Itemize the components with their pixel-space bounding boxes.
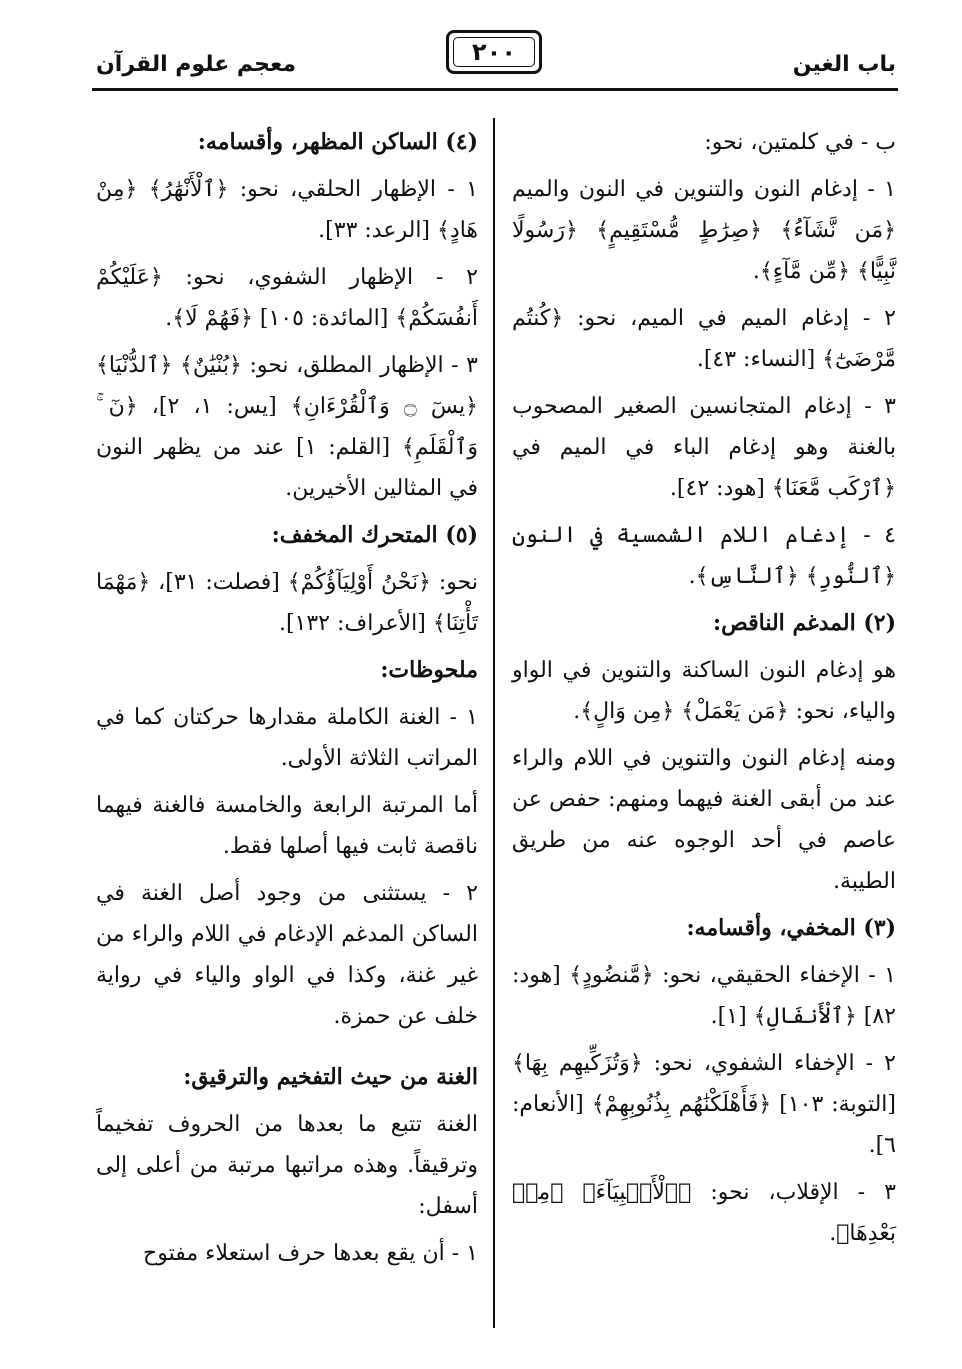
- paragraph: نحو: ﴿نَحْنُ أَوْلِيَآؤُكُمْ﴾ [فصلت: ٣١]، ﴿مَهْمَا تَأْتِنَا﴾ [الأعراف: ١٣٢].: [96, 570, 478, 636]
- paragraph: هو إدغام النون الساكنة والتنوين في الواو والياء، نحو: ﴿مَن يَعْمَلْ﴾ ﴿مِن وَالٍ﴾.: [512, 658, 896, 724]
- page-number-frame: [446, 30, 542, 74]
- section-heading: الغنة من حيث التفخيم والترقيق:: [183, 1064, 478, 1090]
- paragraph: ب - في كلمتين، نحو:: [704, 130, 896, 155]
- chapter-title: باب الغين: [792, 52, 896, 77]
- paragraph: ومنه إدغام النون والتنوين في اللام والراء عند من أبقى الغنة فيهما ومنهم: حفص عن عاصم في أحد الوجوه عنه من طريق الطيبة.: [512, 746, 896, 894]
- paragraph: أما المرتبة الرابعة والخامسة فالغنة فيهما ناقصة ثابت فيها أصلها فقط.: [96, 793, 478, 859]
- section-heading: (٣) المخفي، وأقسامه:: [686, 915, 896, 941]
- left-column: [96, 122, 478, 1280]
- paragraph: ٣ - الإظهار المطلق، نحو: ﴿بُنْيَٰنٌ﴾ ﴿ٱلدُّنْيَا﴾ ﴿يسٓ ۝ وَٱلْقُرْءَانِ﴾ [يس: ١، ٢]، ﴿نٓ ۚ وَٱلْقَلَمِ﴾ [القلم: ١] عند من يظهر النون في المثالين الأخيرين.: [96, 353, 479, 501]
- section-heading: (٢) المدغم الناقص:: [713, 610, 896, 636]
- section-heading: (٤) الساكن المظهر، وأقسامه:: [197, 129, 478, 155]
- book-title: معجم علوم القرآن: [96, 52, 297, 77]
- section-heading: (٥) المتحرك المخفف:: [271, 522, 478, 548]
- paragraph: ٣ - الإقلاب، نحو: ﴿ٱلْأَنۢبِيَآءَ﴾ ﴿مِنۢ بَعْدِهَا﴾.: [512, 1180, 896, 1246]
- page-number: ٢٠٠: [453, 37, 535, 67]
- paragraph: ١ - الغنة الكاملة مقدارها حركتان كما في المراتب الثلاثة الأولى.: [96, 705, 478, 771]
- header-rule: [92, 88, 898, 91]
- paragraph: ٢ - الإظهار الشفوي، نحو: ﴿عَلَيْكُمْ أَنفُسَكُمْ﴾ [المائدة: ١٠٥] ﴿فَهُمْ لَا﴾.: [96, 265, 478, 331]
- paragraph: ٢ - يستثنى من وجود أصل الغنة في الساكن المدغم الإدغام في اللام والراء من غير غنة، وكذا في الواو والياء في رواية خلف عن حمزة.: [96, 881, 478, 1029]
- paragraph: ٢ - إدغام الميم في الميم، نحو: ﴿كُنتُم مَّرْضَىٰٓ﴾ [النساء: ٤٣].: [512, 306, 896, 372]
- paragraph: ١ - الإخفاء الحقيقي، نحو: ﴿مَّنضُودٍ﴾ [هود: ٨٢] ﴿ٱلْأَنفَالِ﴾ [١].: [512, 963, 896, 1029]
- paragraph: الغنة تتبع ما بعدها من الحروف تفخيماً وترقيقاً. وهذه مراتبها مرتبة من أعلى إلى أسفل:: [96, 1112, 478, 1219]
- right-column: [512, 122, 896, 1260]
- paragraph: ٢ - الإخفاء الشفوي، نحو: ﴿وَتُزَكِّيهِم بِهَا﴾ [التوبة: ١٠٣] ﴿فَأَهْلَكْنَٰهُم بِذُنُوبِهِمْ﴾ [الأنعام: ٦].: [512, 1051, 896, 1158]
- paragraph: ١ - إدغام النون والتنوين في النون والميم ﴿مَن نَّشَآءُ﴾ ﴿صِرَٰطٍ مُّسْتَقِيمٍ﴾ ﴿رَسُولًا نَّبِيًّا﴾ ﴿مِّن مَّآءٍ﴾.: [512, 177, 896, 284]
- paragraph: ٣ - إدغام المتجانسين الصغير المصحوب بالغنة وهو إدغام الباء في الميم في ﴿ٱرْكَب مَّعَنَا﴾ [هود: ٤٢].: [512, 394, 896, 501]
- paragraph: ١ - أن يقع بعدها حرف استعلاء مفتوح: [143, 1241, 478, 1266]
- page-header: [0, 0, 962, 100]
- section-heading: ملحوظات:: [380, 657, 478, 683]
- section-spacer: [96, 1043, 478, 1057]
- paragraph: ١ - الإظهار الحلقي، نحو: ﴿ٱلْأَنْهَٰرُ﴾ ﴿مِنْ هَادٍ﴾ [الرعد: ٣٣].: [96, 177, 478, 243]
- column-divider: [493, 118, 495, 1328]
- paragraph: ٤ - إدغام اللام الشمسية في النون ﴿ٱلنُّورِ﴾ ﴿ٱلنَّاسِ﴾.: [512, 523, 896, 589]
